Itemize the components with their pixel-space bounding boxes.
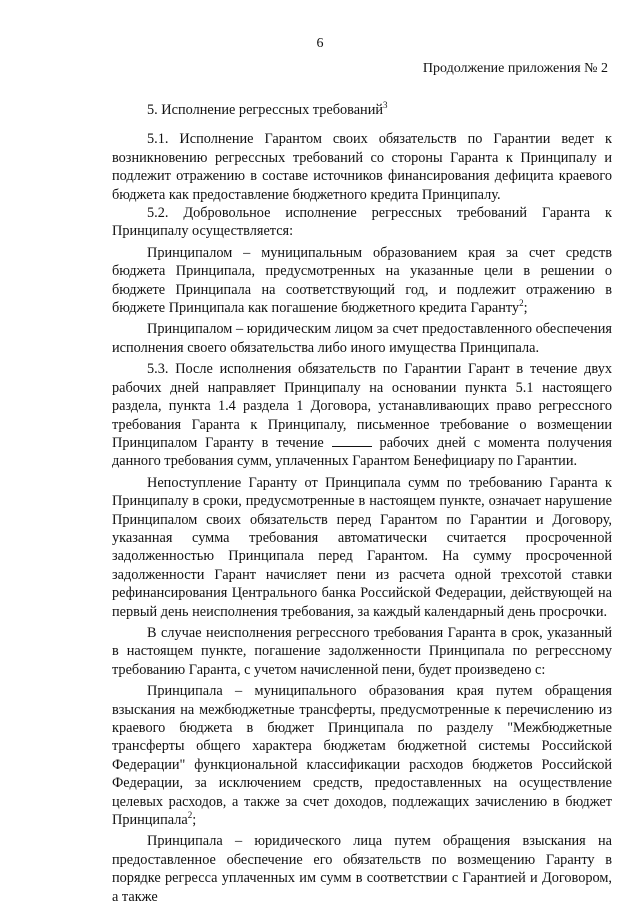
document-body — [112, 101, 612, 906]
paragraph-legal-entity-principal: Принципалом – юридическим лицом за счет предоставленного обеспечения исполнения своего обязательства либо иного имущества Принципала. — [112, 321, 612, 356]
paragraph-legal-entity-recovery: Принципала – юридического лица путем обращения взыскания на предоставленное обеспечение его обязательств по возмещению Гаранту в порядке регресса уплаченных им сумм в соответствии с Гарантией и Договором, а также — [112, 833, 612, 905]
section-title — [112, 101, 612, 119]
appendix-continuation-label: Продолжение приложения № 2 — [422, 61, 608, 76]
paragraph-text: рабочих дней с момента получения данного требования сумм, уплаченных Гарантом Бенефициару по Гарантии. — [112, 434, 612, 470]
paragraph-municipal-recovery — [112, 682, 612, 829]
paragraph-text: 5.3. После исполнения обязательств по Гарантии Гарант в течение двух рабочих дней направляет Принципалу на основании пункта 5.1 настоящего раздела, пункта 1.4 раздела 1 Договора, устанавливающих право регрессного требования Гаранта к Принципалу, письменное требование о возмещении Принципалом Гаранту в течение — [112, 361, 612, 451]
paragraph-5-1: 5.1. Исполнение Гарантом своих обязательств по Гарантии ведет к возникновению регрессных требований со стороны Гаранта к Принципалу и подлежит отражению в составе источников финансирования дефицита краевого бюджета как предоставление бюджетного кредита Принципалу. — [112, 131, 612, 203]
paragraph-5-3 — [112, 360, 612, 470]
footnote-ref: 3 — [383, 100, 388, 111]
paragraph-municipal-principal — [112, 244, 612, 318]
footnote-ref: 2 — [187, 810, 193, 821]
blank-days-field — [332, 436, 372, 447]
paragraph-end: ; — [192, 812, 197, 829]
paragraph-end: ; — [523, 300, 528, 317]
section-title-text: 5. Исполнение регрессных требований — [147, 102, 384, 118]
page-number: 6 — [316, 36, 324, 51]
paragraph-non-receipt: Непоступление Гаранту от Принципала сумм по требованию Гаранта к Принципалу в сроки, предусмотренные в настоящем пункте, означает нарушение Принципалом своих обязательств перед Гарантом по Гарантии и Договору, указанная сумма требования автоматически считается просроченной задолженностью Принципала перед Гарантом. На сумму просроченной задолженности Гарант начисляет пени из расчета одной трехсотой ставки рефинансирования Центрального банка Российской Федерации, действующей на первый день неисполнения требования, за каждый календарный день просрочки. — [112, 474, 612, 620]
paragraph-text: Принципала – муниципального образования края путем обращения взыскания на межбюджетные трансферты, предусмотренные к перечислению из краевого бюджета в бюджет Принципала по разделу "Межбюджетные трансферты общего характера бюджетам бюджетной системы Российской Федерации" функциональной классификации расходов бюджетов Российской Федерации, за исключением средств, предоставленных на осуществление целевых расходов, а также за счет доходов, подлежащих зачислению в бюджет Принципала — [112, 683, 612, 829]
paragraph-text: Принципалом – муниципальным образованием края за счет средств бюджета Принципала, предусмотренных на указанные цели в решении о бюджете Принципала на соответствующий год, и подлежит отражению в бюджете Принципала как погашение бюджетного кредита Гаранту — [112, 244, 612, 317]
footnote-ref: 2 — [519, 298, 524, 309]
paragraph-5-2: 5.2. Добровольное исполнение регрессных требований Гаранта к Принципалу осуществляется: — [112, 205, 612, 240]
paragraph-non-fulfillment: В случае неисполнения регрессного требования Гаранта в срок, указанный в настоящем пункте, погашение задолженности Принципала по регрессному требованию Гаранта, с учетом начисленной пени, будет произведено с: — [112, 624, 612, 678]
